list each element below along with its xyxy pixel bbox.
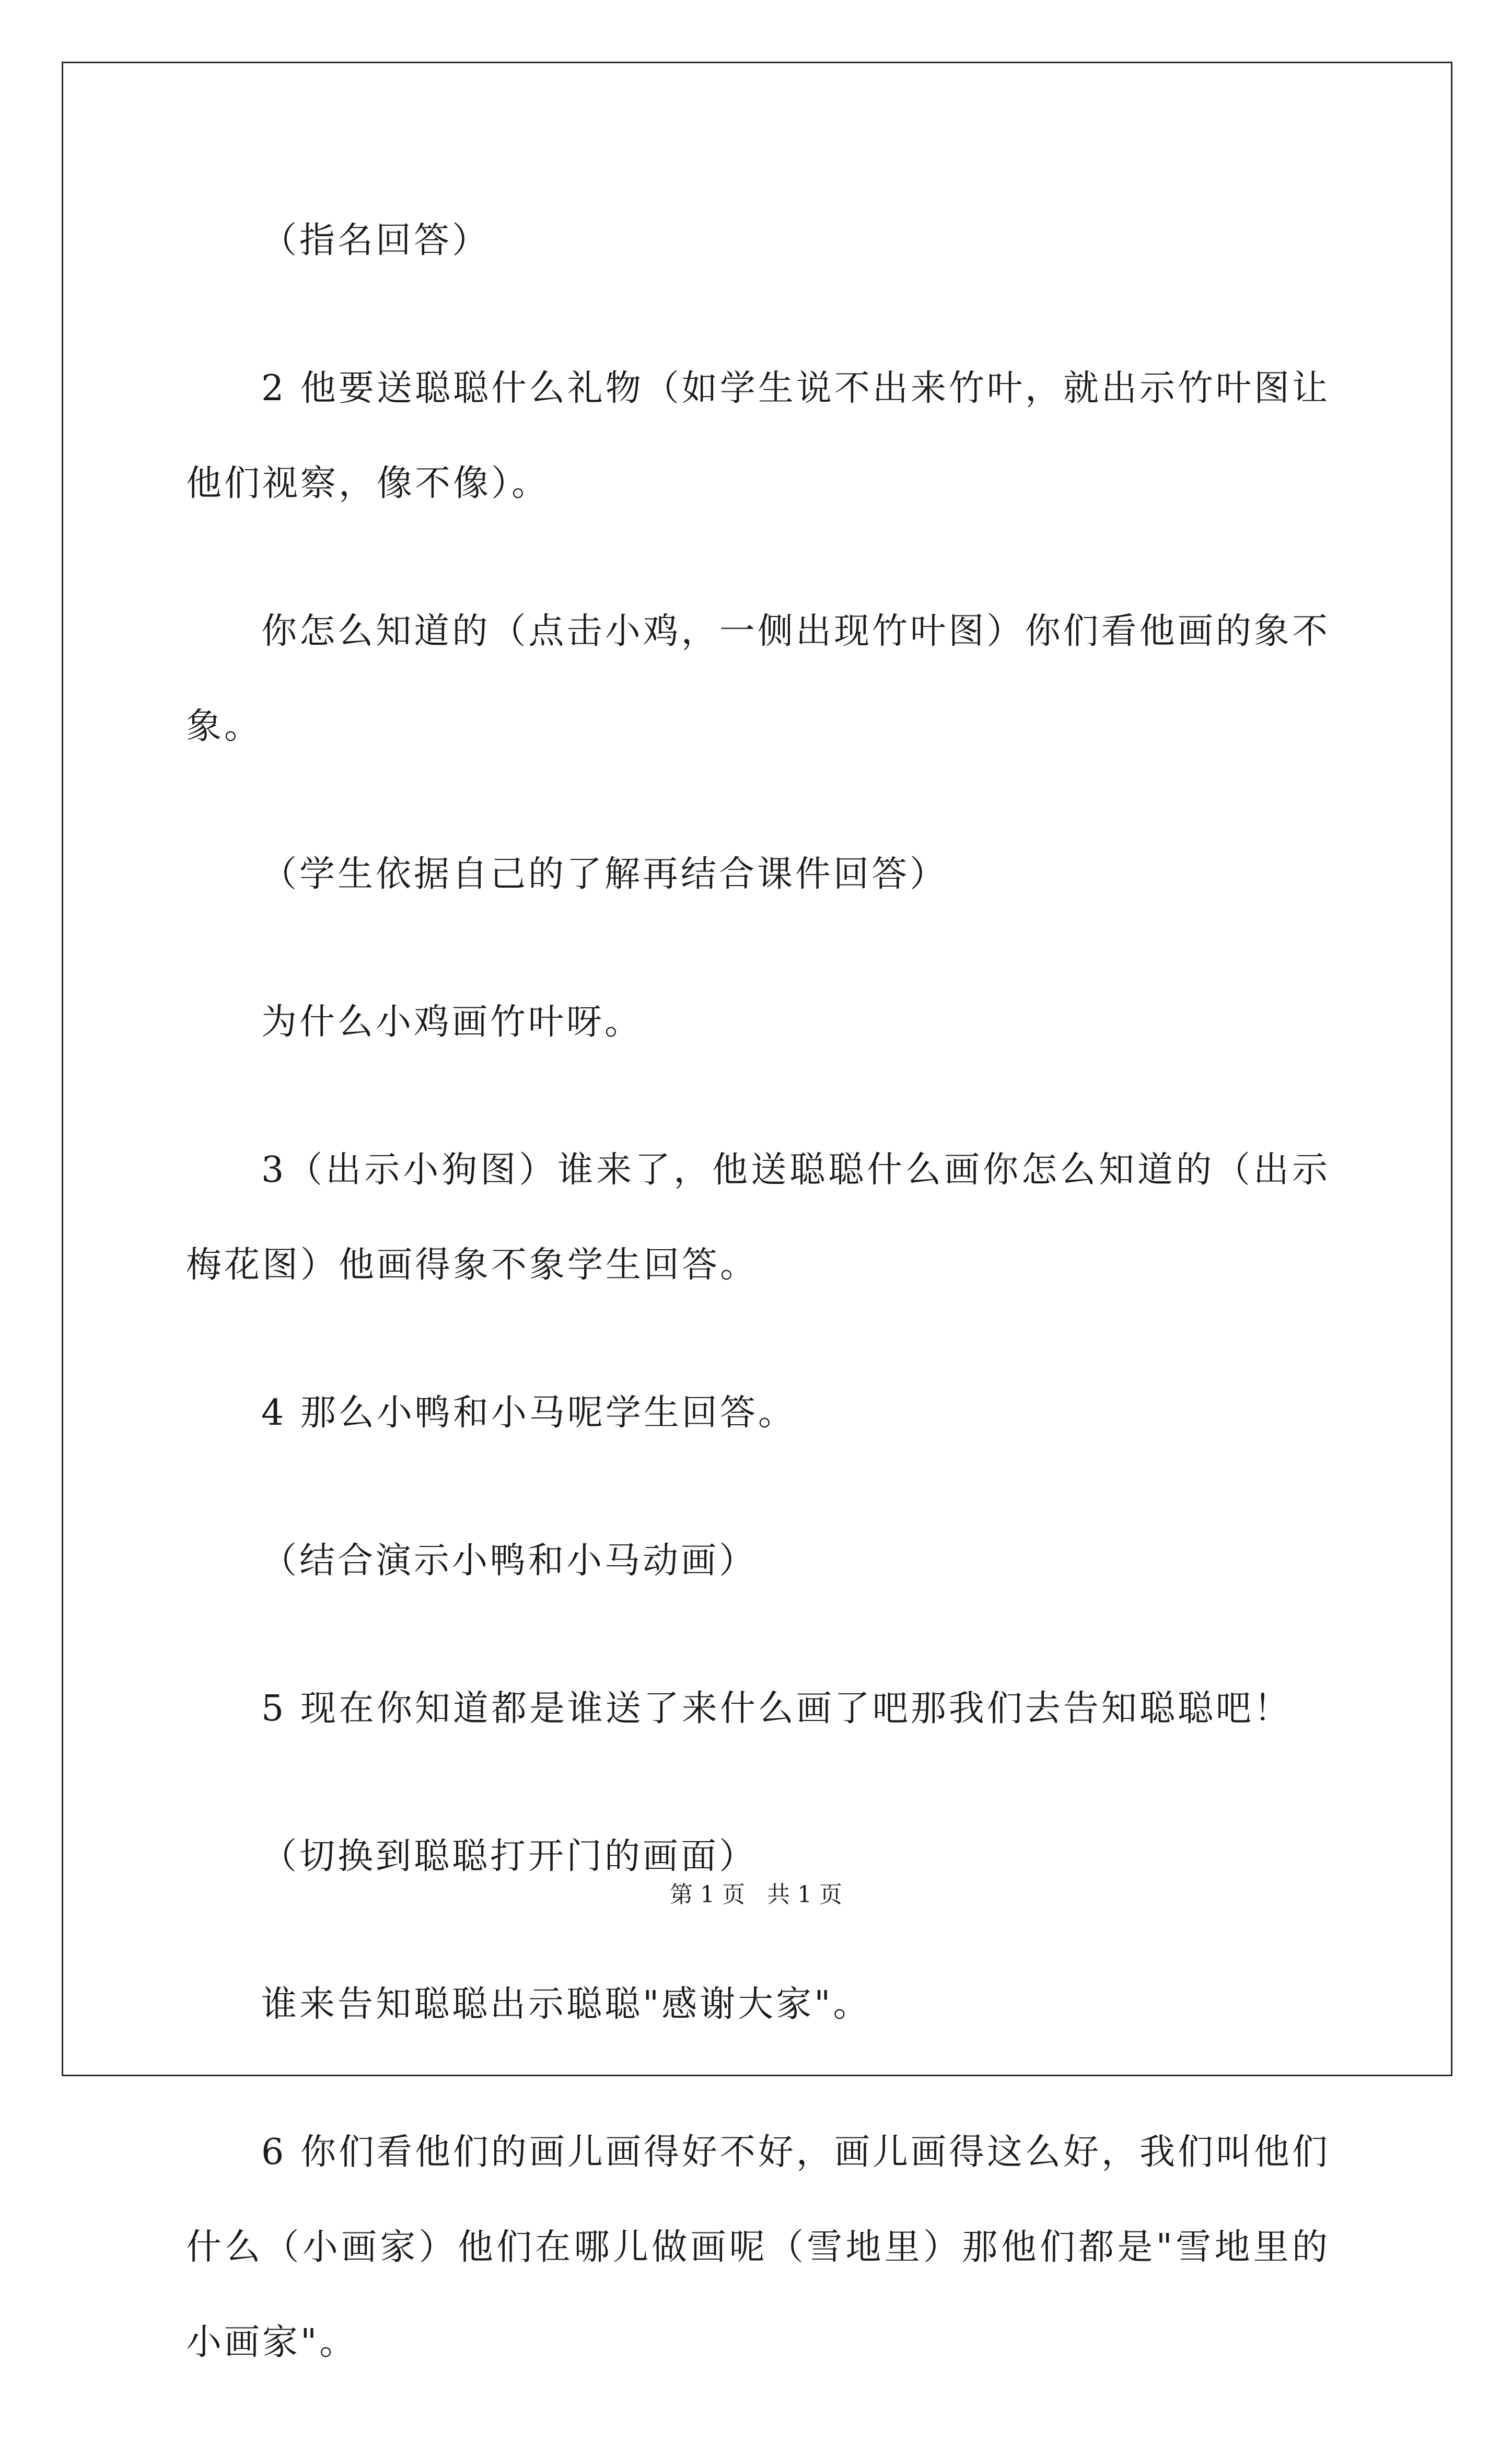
paragraph-12: 6 你们看他们的画儿画得好不好，画儿画得这么好，我们叫他们什么（小画家）他们在哪儿做画呢（雪地里）那他们都是"雪地里的小画家"。 <box>186 2132 1330 2363</box>
paragraph-3: 你怎么知道的（点击小鸡，一侧出现竹叶图）你们看他画的象不象。 <box>186 611 1330 747</box>
document-body <box>186 193 1330 2443</box>
paragraph-5: 为什么小鸡画竹叶呀。 <box>261 1002 643 1043</box>
paragraph-6: 3（出示小狗图）谁来了，他送聪聪什么画你怎么知道的（出示梅花图）他画得象不象学生回答。 <box>186 1149 1330 1286</box>
paragraph-7: 4 那么小鸭和小马呢学生回答。 <box>261 1392 796 1434</box>
paragraph-10: （切换到聪聪打开门的画面） <box>261 1836 758 1877</box>
paragraph-2: 2 他要送聪聪什么礼物（如学生说不出来竹叶，就出示竹叶图让他们视察，像不像）。 <box>186 368 1330 504</box>
page-total: 共 1 页 <box>767 1881 842 1908</box>
paragraph-1: （指名回答） <box>261 220 491 261</box>
paragraph-8: （结合演示小鸭和小马动画） <box>261 1540 758 1581</box>
paragraph-4: （学生依据自己的了解再结合课件回答） <box>261 854 948 895</box>
paragraph-11: 谁来告知聪聪出示聪聪"感谢大家"。 <box>261 1984 871 2025</box>
paragraph-9: 5 现在你知道都是谁送了来什么画了吧那我们去告知聪聪吧！ <box>261 1688 1292 1729</box>
page-footer <box>0 1879 1512 1911</box>
page-number: 第 1 页 <box>670 1881 745 1908</box>
